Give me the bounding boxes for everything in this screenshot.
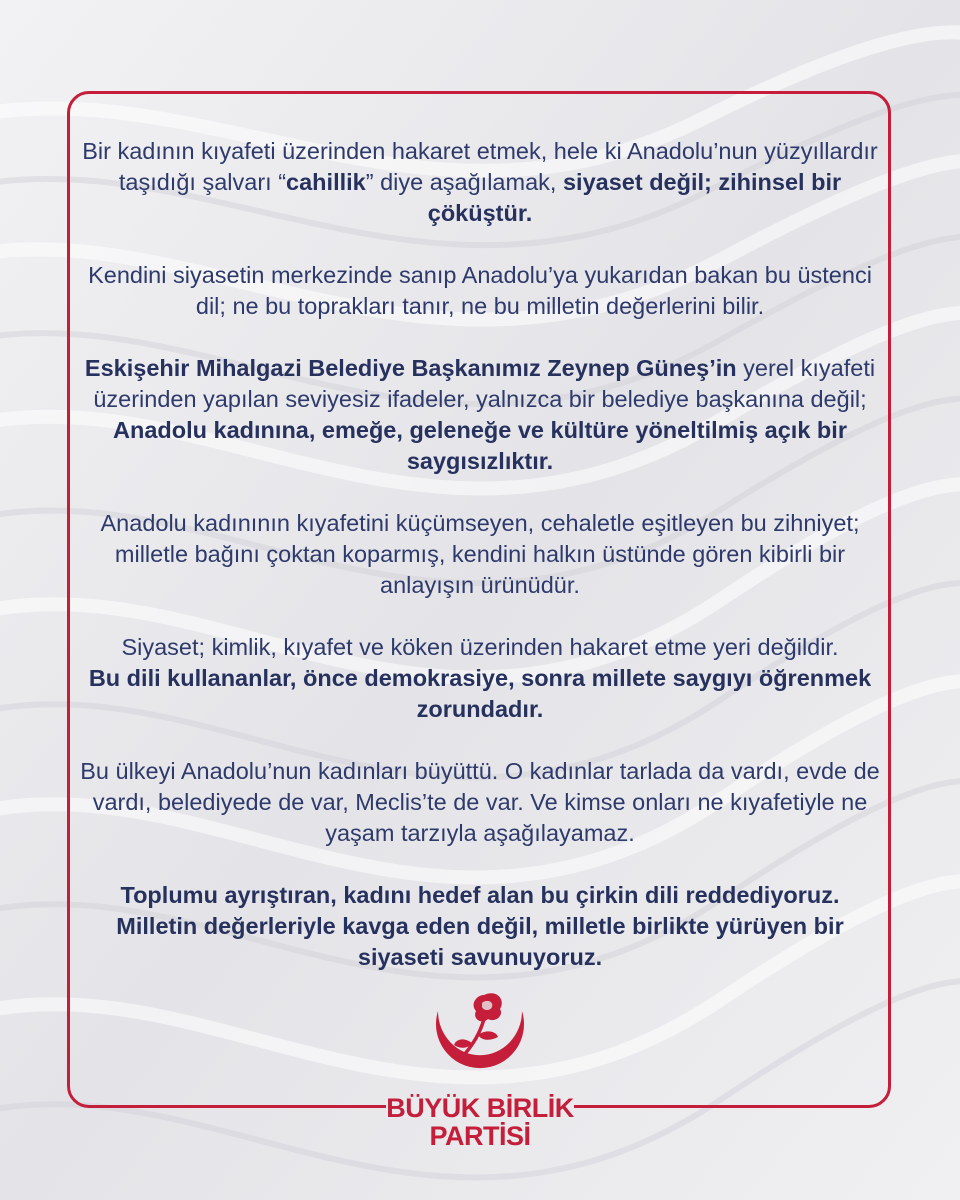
rose-crescent-icon (424, 985, 536, 1089)
paragraph-3: Eskişehir Mihalgazi Belediye Başkanımız Zeynep Güneş’in yerel kıyafeti üzerinden yapılan seviyesiz ifadeler, yalnızca bir belediye başkanına değil; Anadolu kadınına, emeğe, geleneğe ve kültüre yöneltilmiş açık bir saygısızlıktır. (84, 355, 876, 474)
paragraph-7: Toplumu ayrıştıran, kadını hedef alan bu çirkin dili reddediyoruz. Milletin değerleriyle kavga eden değil, milletle birlikte yürüyen bir siyaseti savunuyoruz. (116, 882, 844, 970)
party-logo (380, 985, 580, 1155)
paragraph-4: Anadolu kadınının kıyafetini küçümseyen, cehaletle eşitleyen bu zihniyet; milletle bağını çoktan koparmış, kendini halkın üstünde gören kibirli bir anlayışın ürünüdür. (100, 510, 860, 598)
statement-text (80, 136, 880, 1004)
paragraph-6: Bu ülkeyi Anadolu’nun kadınları büyüttü. O kadınlar tarlada da vardı, evde de vardı, belediyede de var, Meclis’te de var. Ve kimse onları ne kıyafetiyle ne yaşam tarzıyla aşağılayamaz. (80, 758, 880, 846)
paragraph-1: Bir kadının kıyafeti üzerinden hakaret etmek, hele ki Anadolu’nun yüzyıllardır taşıdığı şalvarı “cahillik” diye aşağılamak, siyaset değil; zihinsel bir çöküştür. (82, 138, 878, 226)
paragraph-2: Kendini siyasetin merkezinde sanıp Anadolu’ya yukarıdan bakan bu üstenci dil; ne bu toprakları tanır, ne bu milletin değerlerini bilir. (88, 262, 872, 319)
logo-text-line1: BÜYÜK BİRLİK (386, 1093, 574, 1123)
paragraph-5: Siyaset; kimlik, kıyafet ve köken üzerinden hakaret etme yeri değildir. Bu dili kullananlar, önce demokrasiye, sonra millete saygıyı öğrenmek zorundadır. (88, 634, 872, 722)
logo-text-line2: PARTİSİ (429, 1121, 531, 1151)
